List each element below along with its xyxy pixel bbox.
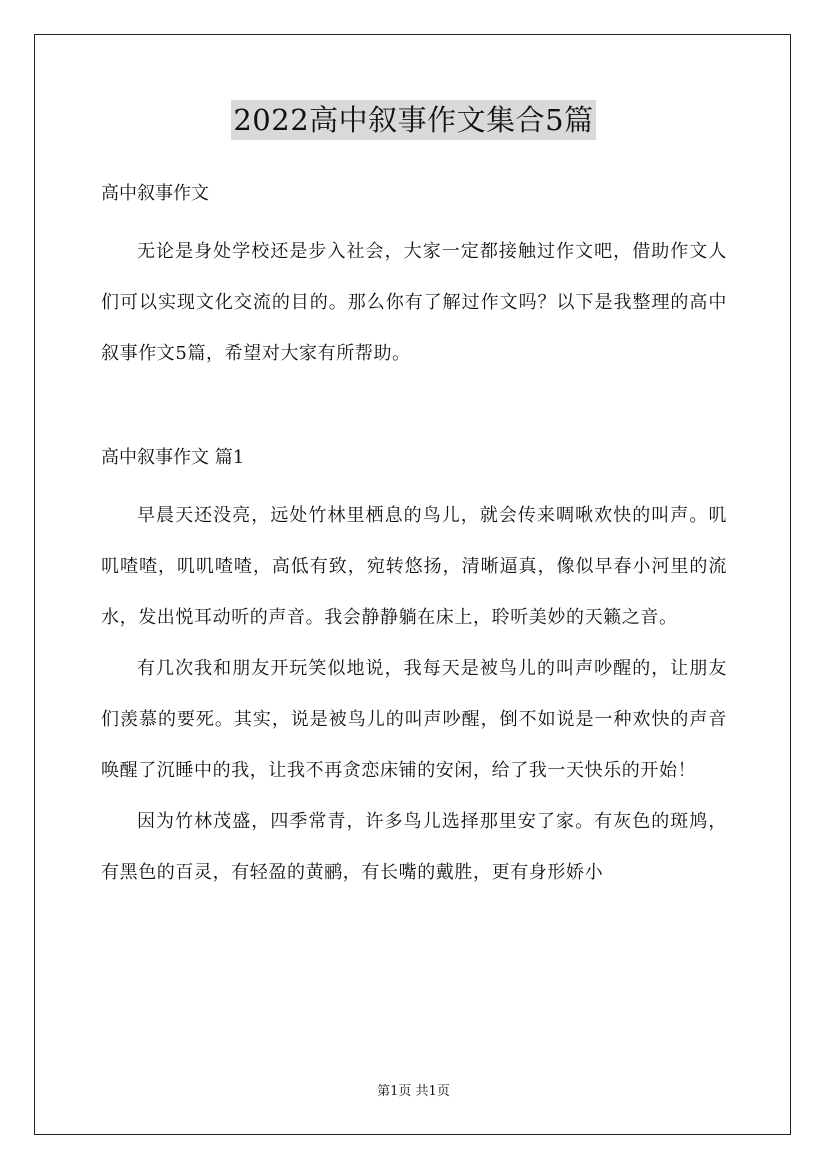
page-footer: 第1页 共1页 (377, 1084, 450, 1099)
section-spacer (101, 379, 727, 438)
essay-paragraph-1: 早晨天还没亮，远处竹林里栖息的鸟儿，就会传来啁啾欢快的叫声。叽叽喳喳，叽叽喳喳，高低有致，宛转悠扬，清晰逼真，像似早春小河里的流水，发出悦耳动听的声音。我会静静躺在床上，聆听美妙的天籁之音。 (101, 505, 727, 628)
essay-heading: 高中叙事作文 篇1 (101, 447, 245, 468)
document-body (101, 174, 727, 898)
document-title-container (0, 100, 827, 140)
document-title: 2022高中叙事作文集合5篇 (231, 100, 595, 140)
essay-paragraph-3: 因为竹林茂盛，四季常青，许多鸟儿选择那里安了家。有灰色的斑鸠，有黑色的百灵，有轻盈的黄鹂，有长嘴的戴胜，更有身形娇小 (101, 811, 727, 883)
intro-paragraph: 无论是身处学校还是步入社会，大家一定都接触过作文吧，借助作文人们可以实现文化交流的目的。那么你有了解过作文吗？以下是我整理的高中叙事作文5篇，希望对大家有所帮助。 (101, 241, 727, 364)
essay-paragraph-2: 有几次我和朋友开玩笑似地说，我每天是被鸟儿的叫声吵醒的，让朋友们羡慕的要死。其实，说是被鸟儿的叫声吵醒，倒不如说是一种欢快的声音唤醒了沉睡中的我，让我不再贪恋床铺的安闲，给了我一天快乐的开始！ (101, 658, 727, 781)
section-heading: 高中叙事作文 (101, 183, 209, 204)
